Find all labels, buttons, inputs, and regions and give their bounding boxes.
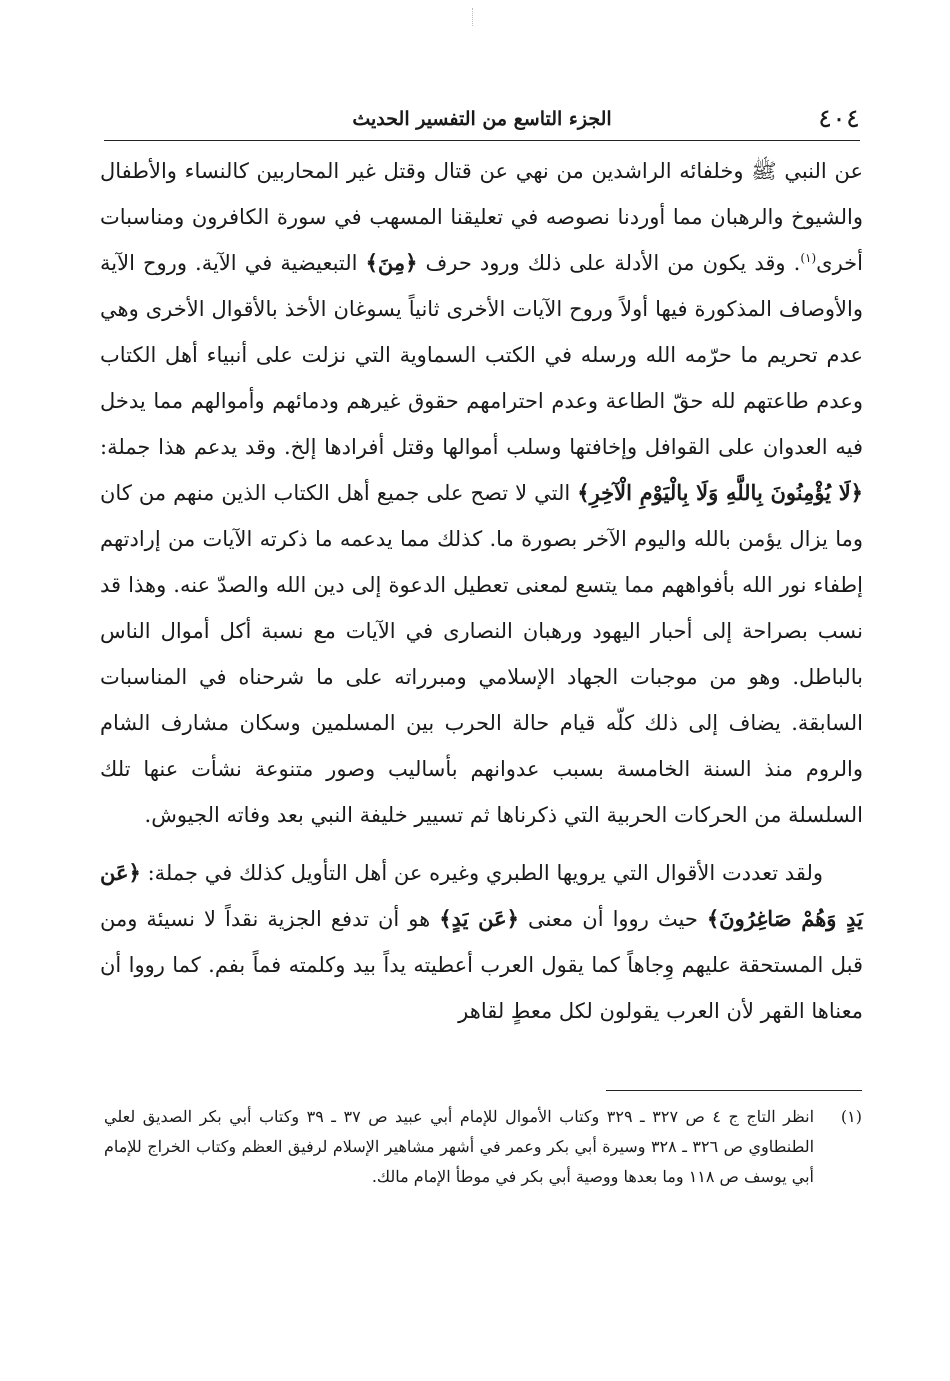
footnote-marker: (١) [840,1107,862,1126]
quran-quote-la-yuminun: ﴿لَا يُؤْمِنُونَ بِاللَّهِ وَلَا بِالْيَوْمِ الْآخِرِ﴾ [577,480,863,505]
footnote-text: انظر التاج ج ٤ ص ٣٢٧ ـ ٣٢٩ وكتاب الأموال للإمام أبي عبيد ص ٣٧ ـ ٣٩ وكتاب أبي بكر الصديق لعلي الطنطاوي ص ٣٢٦ ـ ٣٢٨ وسيرة أبي بكر وعمر في أشهر مشاهير الإسلام لرفيق العظم وكتاب الخراج للإمام أبي يوسف ص ١١٨ وما بعدها ووصية أبي بكر في موطأ الإمام مالك. [104,1107,815,1186]
quran-quote-min: ﴿مِنَ﴾ [365,250,418,275]
scan-mark [472,8,474,26]
text-segment: ولقد تعددت الأقوال التي يرويها الطبري وغيره عن أهل التأويل كذلك في جملة: [147,861,823,885]
running-header [104,104,860,140]
quran-quote-an-yadin: ﴿عَن يَدٍ﴾ [439,906,519,931]
quran-quote-an-yadin-full: ﴿عَن يَدٍ وَهُمْ صَاغِرُونَ﴾ [100,860,863,931]
footnote-item [104,1102,862,1192]
text-segment: التي لا تصح على جميع أهل الكتاب الذين منهم من كان وما يزال يؤمن بالله واليوم الآخر بصورة ما. كذلك مما يدعمه ما ذكرته الآيات من إرادتهم إطفاء نور الله بأفواههم مما يتسع لمعنى تعطيل الدعوة إلى دين الله والصدّ عنه. وهذا قد نسب بصراحة إلى أحبار اليهود ورهبان النصارى في الآيات مع نسبة أكل أموال الناس بالباطل. وهو من موجبات الجهاد الإسلامي ومبرراته على ما شرحناه في المناسبات السابقة. يضاف إلى ذلك كلّه قيام حالة الحرب بين المسلمين وسكان مشارف الشام والروم منذ السنة الخامسة بسبب عدوانهم بأساليب وصور متنوعة نشأت عنها تلك السلسلة من الحركات الحربية التي ذكرناها ثم تسيير خليفة النبي بعد وفاته الجيوش. [100,481,863,827]
page-number: ٤٠٤ [818,104,860,134]
header-rule [104,140,860,141]
footnotes [104,1102,862,1192]
text-segment: هو أن تدفع الجزية نقداً لا نسيئة ومن قبل المستحقة عليهم وِجاهاً كما يقول العرب أعطيته يداً بيد وكلمته فماً بفم. كما رووا أن معناها القهر لأن العرب يقولون لكل معطٍ لقاهر [100,907,863,1023]
running-title: الجزء التاسع من التفسير الحديث [352,108,612,130]
main-text [100,148,863,1034]
text-segment: عن النبي ﷺ وخلفائه الراشدين من نهي عن قتال وقتل غير المحاربين كالنساء والأطفال والشيوخ والرهبان مما أوردنا نصوصه في تعليقنا المسهب في سورة الكافرون ومناسبات أخرى [100,159,863,275]
footnote-reference: (١) [800,251,817,265]
footnote-separator [606,1090,862,1091]
paragraph-2 [100,850,863,1034]
text-segment: التبعيضية في الآية. وروح الآية والأوصاف المذكورة فيها أولاً وروح الآيات الأخرى ثانياً يسوغان الأخذ بالأقوال الأخرى وهي عدم تحريم ما حرّمه الله ورسله في الكتب السماوية التي نزلت على أنبياء أهل الكتاب وعدم طاعتهم لله حقّ الطاعة وعدم احترامهم حقوق غيرهم ودمائهم وأموالهم مما يدخل فيه العدوان على القوافل وإخافتها وسلب أموالها وقتل أفرادها إلخ. وقد يدعم هذا جملة: [100,251,863,459]
paragraph-1 [100,148,863,838]
text-segment: . وقد يكون من الأدلة على ذلك ورود حرف [425,251,801,275]
text-segment: حيث رووا أن معنى [528,907,698,931]
